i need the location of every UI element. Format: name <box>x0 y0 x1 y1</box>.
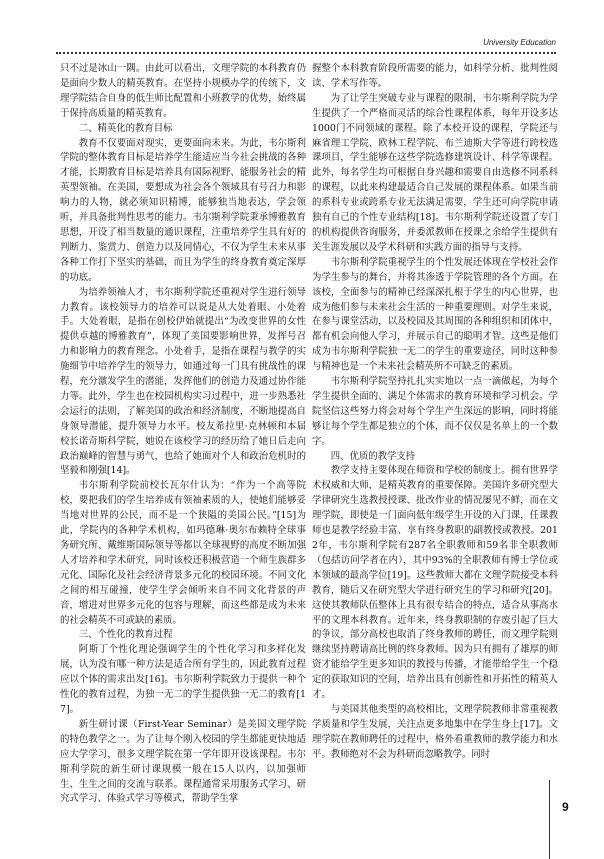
paragraph: 教育不仅要面对现实，更要面向未来。为此，韦尔斯利学院的整体教育目标是培养学生能适应当今社会挑战的各种才能，长期教育目标是培养具有国际视野、能服务社会的精英型领袖。在美国，要想成为社会各个领域具有号召力和影响力的人物，就必须知识精博，能够独当地表达，学会领听，并具备批判性思考的能力。韦尔斯利学院秉承博雅教育思想，开设了相当数量的通识课程，注重培养学生具有好的判断力、鉴赏力、创造力以及同情心，不仅为学生未来从事各种工作打下坚实的基础，而且为学生的终身教育奠定深厚的功底。 <box>60 137 306 283</box>
paragraph: 韦尔斯利学院坚持扎扎实实地以一点一滴做起，为每个学生提供全面的、满足个体需求的教育环境和学习机会。学院坚信这些努力将会对每个学生产生深远的影响，同时将能够让每个学生都是独立的个体，而不仅仅是名单上的一个数字。 <box>312 376 558 447</box>
right-column <box>312 62 558 763</box>
paragraph: 韦尔斯利学院重视学生的个性发展还体现在学校社会作为学生参与的舞台，并将其渗透于学院管理的各个方面。在该校，全面参与的精神已经深深扎根于学生的内心世界，也成为他们参与未来社会生活的一种重要理则。对学生来说，在参与课堂活动，以及校园及其周围的各种组织和团体中，都有机会向他人学习，并展示自己的聪明才智。这些是他们成为韦尔斯利学院独一无二的学生的重要途径，同时这种参与精神也是一个未来社会精英所不可缺乏的素质。 <box>312 256 558 373</box>
paragraph: 为培养领袖人才，韦尔斯利学院还重视对学生进行领导力教育。该校领导力的培养可以说是从大处着眼、小处着手。大处着眼，是指在创校伊始就提出“为改变世界的女性提供卓越的博雅教育”，体现了美国要影响世界，发挥号召力和影响力的教育理念。小处着手，是指在课程与教学的实施细节中培养学生的领导力，如通过每一门具有挑战性的课程，充分激发学生的潜能，发挥他们的创造力及通过协作能力等。此外，学生也在校园机构实习过程中，进一步熟悉社会运行的法则，了解美国的政治和经济制度，不断地提高自身领导潜能，提升领导力水平。校友希拉里·克林顿和本届校长诺奇斯科学院，她说在该校学习的经历给了她日后走向政治巅峰的智慧与勇气，也给了她面对个人和政治危机时的坚毅和刚强[14]。 <box>60 286 306 477</box>
paragraph: 教学支持主要体现在师资和学校的制度上。拥有世界学术权威和大师，是精英教育的重要保障。美国许多研究型大学律研究生选教授授课、批改作业的情况屡见不鲜，而在文理学院，即使是一门面向低年级学生开设的入门课，任课教师也是教学经验丰富、享有终身教职的副教授或教授。2012年，韦尔斯利学院有287名全职教师和59名非全职教师（包括访问学者在内），其中93%的全职教师有博士学位或本领域的最高学位[19]。这些教师大都在文理学院接受本科教育，随后又在研究型大学进行研究生的学习和研究[20]。这使其教师队伍整体上具有很专结合的特点，适合从事高水平的文理本科教育。近年来，终身教职制的存废引起了巨大的争议，部分高校也取消了终身教师的聘任，而文理学院则继续坚持聘请高比例的终身教师。因为只有拥有了雄厚的师资才能给学生更多知识的教授与传播，才能带给学生一个稳定的获取知识的空间，培养出具有创新性和开拓性的精英人才。 <box>312 465 558 701</box>
section-heading: 二、精英化的教育目标 <box>78 122 173 134</box>
paragraph: 韦尔斯利学院前校长瓦尔什认为：“作为一个高等院校，要把我们的学生培养成有领袖素质的人，使她们能够妥当地对世界的公民，而不是一个狭隘的美国公民。”[15]为此，学院内的各种学术机构，如玛德琳·奥尔布赖特全球事务研究所、戴维斯国际领导等都以全球视野的高度不断加强人才培养和学术研究，同时该校还积极营造一个师生族群多元化、国际化及社会经济背景多元化的校园环境。不同文化之间的相互碰撞，使学生学会倾听来自不同文化背景的声音，增进对世界多元化的包容与理解，而这些都是成为未来的社会精英不可或缺的素质。 <box>60 480 306 626</box>
header-divider <box>56 52 556 54</box>
paragraph: 新生研讨课（First-Year Seminar）是美国文理学院的特色教学之一。为了让每个刚入校园的学生都能更快地适应大学学习，很多文理学院在第一学年即开设该课程。韦尔斯利学院的新生研讨课规模一般在15人以内，以加强师生、生生之间的交流与联系。课程通常采用服务式学习、研究式学习、体验式学习等模式，帮助学生掌 <box>60 718 306 805</box>
page-number: 9 <box>562 800 569 814</box>
margin-rule <box>549 780 550 859</box>
paragraph: 握整个本科教育阶段所需要的能力，如科学分析、批判性阅读、学术写作等。 <box>312 63 558 89</box>
left-column <box>60 62 306 807</box>
paragraph: 阿斯丁个性化理论强调学生的个性化学习和多样化发展，认为没有哪一种方法是适合所有学生的，因此教育过程应以个体的需求出发[16]。韦尔斯利学院致力于提供一种个性化的教育过程，为独一无二的学生提供独一无二的教育[17]。 <box>60 644 306 715</box>
paragraph: 只不过是冰山一隅。由此可以看出，文理学院的本科教育仍是面向少数人的精英教育。在坚持小规模办学的传统下，文理学院结合自身的低生师比配置和小班教学的优势，始终属于保持高质量的精英教育。 <box>60 63 306 119</box>
paragraph: 与美国其他类型的高校相比，文理学院教师非常重视教学质量和学生发展，关注点更多地集中在学生身上[17]。文理学院在教师聘任的过程中，格外看重教师的教学能力和水平。教师绝对不会为科研而忽略教学。同时 <box>312 703 558 760</box>
running-header: University Education <box>483 38 556 47</box>
section-heading: 四、优质的教学支持 <box>330 450 416 462</box>
section-heading: 三、个性化的教育过程 <box>78 629 173 641</box>
paragraph: 为了让学生突破专业与课程的限制，韦尔斯利学院为学生提供了一个严格而灵活的综合性课程体系，每年开设多达1000门不同领域的课程。除了本校开设的课程，学院还与麻省理工学院、欧林工程学院、布兰迪斯大学等进行跨校选课项目，学生能够在这些学院选修建筑设计、科学等课程。此外，每名学生均可根据自身兴趣和需要自由选修不同系科的课程，以此来构建最适合自己发展的课程体系。如果当前的系科专业或跨系专业无法满足需要，学生还可向学院申请独有自己的个性专业结构[18]。韦尔斯利学院还设置了专门的机构提供咨询服务，并委派教师在授课之余给学生提供有关生涯发展以及学术科研和实践方面的指导与支持。 <box>312 92 558 253</box>
